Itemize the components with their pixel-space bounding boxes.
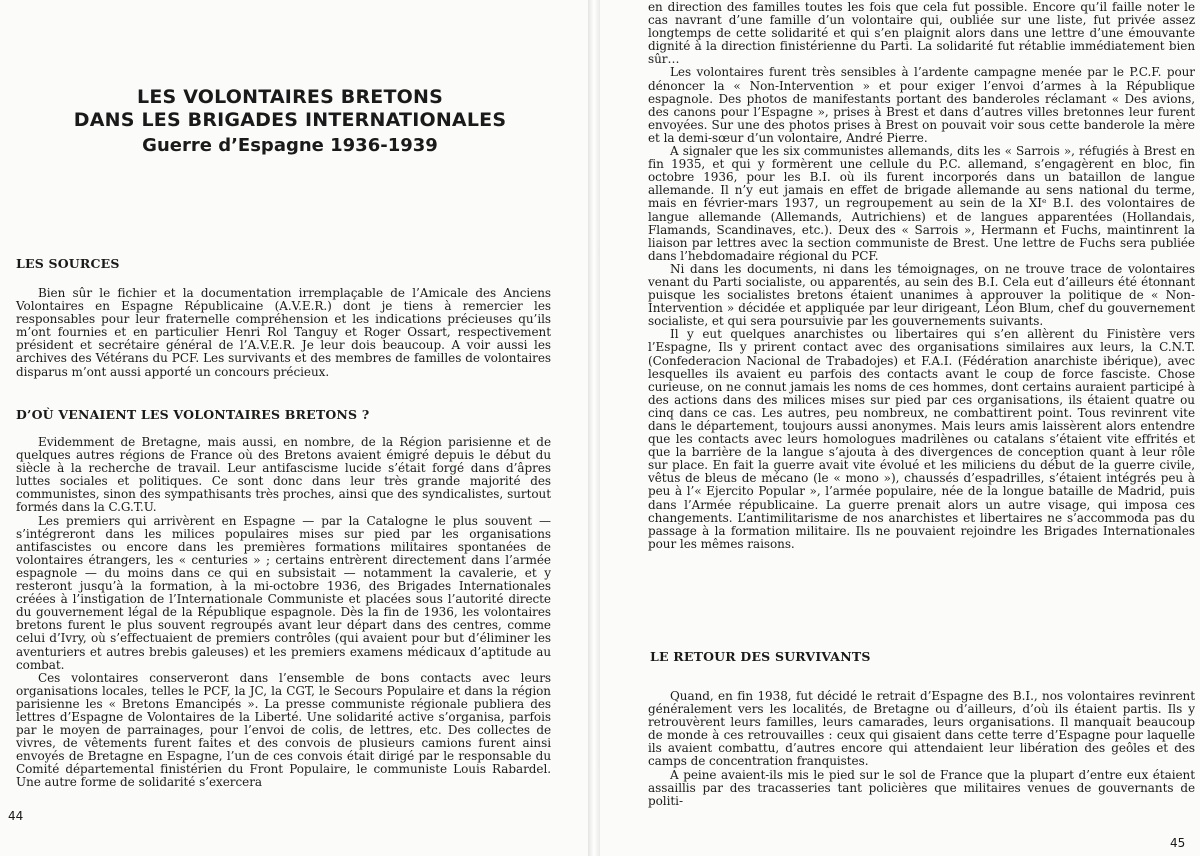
title-line: DANS LES BRIGADES INTERNATIONALES [73,109,507,131]
origins-body [16,436,551,790]
page-number: 45 [1170,836,1186,850]
paragraph: Ni dans les documents, ni dans les témoignages, on ne trouve trace de volontaires venant du Parti socialiste, ou apparentés, au sein des B.I. Cela eut d’ailleurs été étonnant puisque les socialistes bretons étaient unanimes à approuver la politique de « Non-Intervention » décidée et appliquée par leur dirigeant, Léon Blum, chef du gouvernement socialiste, et qui sera poursuivie par les gouvernements suivants. [648,261,1195,329]
sources-body [16,287,551,379]
left-page [0,0,588,856]
article-title [60,86,520,158]
paragraph: en direction des familles toutes les fois que cela fut possible. Encore qu’il faille noter le cas navrant d’une famille d’un volontaire qui, oubliée sur une liste, fut privée assez longtemps de cette solidarité et qui s’en plaignit alors dans une lettre d’une émouvante dignité à la direction finistérienne du Parti. La solidarité fut rétablie immédiatement bien sûr… [648,0,1195,67]
section-heading-origins: D’OÙ VENAIENT LES VOLONTAIRES BRETONS ? [16,407,370,422]
paragraph: A signaler que les six communistes allemands, dits les « Sarrois », réfugiés à Brest en fin 1935, et qui y formèrent une cellule du P.C. allemand, s’engagèrent en bloc, fin octobre 1936, pour les B.I. où ils furent incorporés dans un bataillon de langue allemande. Il n’y eut jamais en effet de brigade allemande au sens national du terme, mais en février-mars 1937, un regroupement au sein de la XIᵉ B.I. des volontaires de langue allemande (Allemands, Autrichiens) et de langues apparentées (Hollandais, Flamands, Scandinaves, etc.). Deux des « Sarrois », Hermann et Fuchs, maintinrent la liaison par lettres avec la section communiste de Brest. Une lettre de Fuchs sera publiée dans l’hebdomadaire régional du PCF. [648,144,1195,263]
title-line: LES VOLONTAIRES BRETONS [137,86,443,108]
section-heading-return: LE RETOUR DES SURVIVANTS [650,649,871,664]
paragraph: Evidemment de Bretagne, mais aussi, en nombre, de la Région parisienne et de quelques autres régions de France où des Bretons avaient émigré depuis le début du siècle à la recherche de travail. Leur antifascisme lucide s’était forgé dans d’âpres luttes sociales et politiques. Ce sont donc dans leur très grande majorité des communistes, sinon des sympathisants très proches, ainsi que des syndicalistes, surtout formés dans la C.G.T.U. [16,435,551,515]
continued-body [648,1,1195,551]
page-number: 44 [8,809,24,823]
paragraph: Les premiers qui arrivèrent en Espagne — par la Catalogne le plus souvent — s’intégreront dans les milices populaires mises sur pied par les organisations antifascistes ou encore dans les premières formations militaires spontanées de volontaires étrangers, les « centuries » ; certains entrèrent directement dans l’armée espagnole — du moins dans ce qui en subsistait — notamment la cavalerie, et y resteront jusqu’à la formation, à la mi-octobre 1936, des Brigades Internationales créées à l’instigation de l’Internationale Communiste et placées sous l’autorité directe du gouvernement légal de la République espagnole. Dès la fin de 1936, les volontaires bretons furent le plus souvent regroupés avant leur départ dans des centres, comme celui d’Ivry, où s’effectuaient de premiers contrôles (qui avaient pour but d’éliminer les aventuriers et autres brebis galeuses) et les premiers examens médicaux d’aptitude au combat. [16,513,551,672]
page-gutter [588,0,600,856]
paragraph: Ces volontaires conserveront dans l’ensemble de bons contacts avec leurs organisations locales, telles le PCF, la JC, la CGT, le Secours Populaire et dans la région parisienne les « Bretons Emancipés ». La presse communiste régionale publiera des lettres d’Espagne de Volontaires de la Liberté. Une solidarité active s’organisa, parfois par le moyen de parrainages, pour l’envoi de colis, de lettres, etc. Des collectes de vivres, de vêtements furent faites et des convois de plusieurs camions furent ainsi envoyés de Bretagne en Espagne, l’un de ces convois était dirigé par le responsable du Comité départemental finistérien du Front Populaire, le communiste Louis Rabardel. Une autre forme de solidarité s’exercera [16,670,551,790]
paragraph: Bien sûr le fichier et la documentation irremplaçable de l’Amicale des Anciens Volontaires en Espagne Républicaine (A.V.E.R.) dont je tiens à remercier les responsables pour leur fraternelle compréhension et les indications précieuses qu’ils m’ont fournies et en particulier Henri Rol Tanguy et Roger Ossart, respectivement président et secrétaire général de l’A.V.E.R. Je leur dois beaucoup. A voir aussi les archives des Vétérans du PCF. Les survivants et des membres de familles de volontaires disparus m’ont aussi apporté un concours précieux. [16,286,551,379]
paragraph: A peine avaient-ils mis le pied sur le sol de France que la plupart d’entre eux étaient assaillis par des tracasseries tant policières que militaires venues de gouvernants de politi- [648,767,1195,808]
paragraph: Les volontaires furent très sensibles à l’ardente campagne menée par le P.C.F. pour dénoncer la « Non-Intervention » et pour exiger l’envoi d’armes à la République espagnole. Des photos de manifestants portant des banderoles réclamant « Des avions, des canons pour l’Espagne », prises à Brest et dans d’autres villes bretonnes leur furent envoyées. Sur une des photos prises à Brest on pouvait voir sous cette banderole la mère et la demi-sœur d’un volontaire, André Pierre. [648,65,1195,145]
article-subtitle: Guerre d’Espagne 1936-1939 [142,135,438,156]
right-page [600,0,1200,856]
return-body [648,690,1195,808]
paragraph: Quand, en fin 1938, fut décidé le retrait d’Espagne des B.I., nos volontaires revinrent généralement vers les localités, de Bretagne ou d’ailleurs, d’où ils étaient partis. Ils y retrouvèrent leurs familles, leurs camarades, leurs organisations. Il manquait beaucoup de monde à ces retrouvailles : ceux qui gisaient dans cette terre d’Espagne pour laquelle ils avaient combattu, d’autres encore qui attendaient leur libération des geôles et des camps de concentration franquistes. [648,689,1195,769]
paragraph: Il y eut quelques anarchistes ou libertaires qui s’en allèrent du Finistère vers l’Espagne, Ils y prirent contact avec des organisations similaires aux leurs, la C.N.T. (Confederacion Nacional de Trabadojes) et F.A.I. (Fédération anarchiste ibérique), avec lesquelles ils avaient eu parfois des contacts avant le coup de force fasciste. Chose curieuse, on ne connut jamais les noms de ces hommes, dont certains auraient participé à des actions dans des milices mises sur pied par ces organisations, ils étaient quatre ou cinq dans ce cas. Les autres, peu nombreux, ne combattirent point. Tous revinrent vite dans le département, toujours aussi anonymes. Mais leurs amis laissèrent alors entendre que les contacts avec leurs homologues madrilènes ou catalans s’étaient vite effrités et que la barrière de la langue s’ajouta à des divergences de conception quant à leur rôle sur place. En fait la guerre avait vite évolué et les miliciens du début de la guerre civile, vêtus de bleus de mécano (le « mono »), chaussés d’espadrilles, s’étaient intégrés peu à peu à l’« Ejercito Popular », l’armée populaire, née de la longue bataille de Madrid, puis dans l’Armée républicaine. La guerre prenait alors un autre visage, qui imposa ces changements. L’antimilitarisme de nos anarchistes et libertaires ne s’accommoda pas du passage à la formation militaire. Ils ne pouvaient rejoindre les Brigades Internationales pour les mêmes raisons. [648,327,1195,551]
section-heading-sources: LES SOURCES [16,256,120,271]
